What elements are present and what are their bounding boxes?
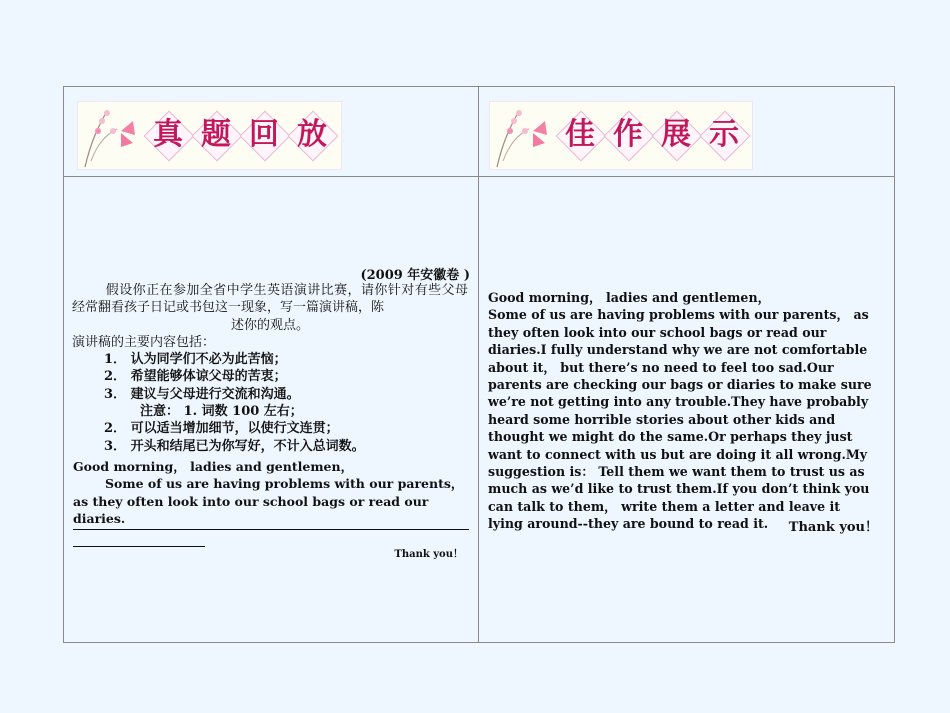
model-essay bbox=[488, 289, 878, 533]
butterfly-orchid-icon bbox=[489, 101, 559, 170]
banner-char: 真 bbox=[153, 117, 183, 152]
content-item: 1． 认为同学们不必为此苦恼； bbox=[104, 352, 287, 368]
butterfly-orchid-icon bbox=[77, 101, 147, 170]
essay-paragraph: Some of us are having problems with our parents， as they often look into our school bags or read our diaries.I fully understand why we are not comfortable about it， but there’s no need to feel too sad.Our parents are checking our bags or diaries to make sure we’re not getting into any trouble.They have probably heard some horrible stories about other kids and thought we might do the same.Or perhaps they just want to connect with us but are doing it all wrong.My suggestion is： Tell them we want them to trust us as much as we’d like to trust them.If you don’t think you can talk to them， write them a letter and leave it lying around--they are bound to read it. bbox=[488, 307, 872, 532]
banner-char: 佳 bbox=[565, 117, 595, 152]
column-divider bbox=[478, 86, 479, 643]
content-heading: 演讲稿的主要内容包括： bbox=[72, 334, 216, 350]
banner-char: 题 bbox=[201, 117, 231, 152]
banner-model-essay bbox=[489, 101, 753, 170]
banner-char: 放 bbox=[297, 117, 327, 152]
banner-char: 回 bbox=[249, 117, 279, 152]
essay-start bbox=[73, 458, 469, 547]
greeting: Good morning， ladies and gentlemen， bbox=[73, 459, 354, 474]
exam-source: (2009 年安徽卷 ) bbox=[360, 268, 470, 283]
banner-char: 示 bbox=[709, 117, 739, 152]
note-item: 2． 可以适当增加细节，以使行文连贯； bbox=[104, 421, 339, 437]
content-item: 2． 希望能够体谅父母的苦衷； bbox=[104, 369, 287, 385]
answer-blank-line bbox=[73, 530, 205, 547]
opening-paragraph: Some of us are having problems with our parents， as they often look into our school bags or read our diaries. bbox=[73, 476, 464, 526]
note-item: 3． 开头和结尾已为你写好，不计入总词数。 bbox=[104, 438, 365, 454]
closing-thanks: Thank you！ bbox=[394, 549, 463, 560]
closing-thanks: Thank you！ bbox=[788, 520, 878, 535]
prompt-intro-tail: 述你的观点。 bbox=[230, 317, 309, 333]
header-divider bbox=[63, 176, 895, 177]
greeting: Good morning， ladies and gentlemen， bbox=[488, 290, 771, 305]
banner-past-exam bbox=[77, 101, 342, 170]
prompt-intro-main: 假设你正在参加全省中学生英语演讲比赛，请你针对有些父母经常翻看孩子日记或书包这一现象，写一篇演讲稿，陈 bbox=[72, 283, 468, 316]
writing-prompt bbox=[72, 282, 468, 455]
prompt-intro bbox=[72, 282, 468, 334]
note-line: 注意： 1. 词数 100 左右； bbox=[140, 404, 303, 420]
content-item: 3． 建议与父母进行交流和沟通。 bbox=[104, 386, 300, 402]
banner-char: 展 bbox=[661, 117, 691, 152]
banner-char: 作 bbox=[613, 117, 643, 152]
